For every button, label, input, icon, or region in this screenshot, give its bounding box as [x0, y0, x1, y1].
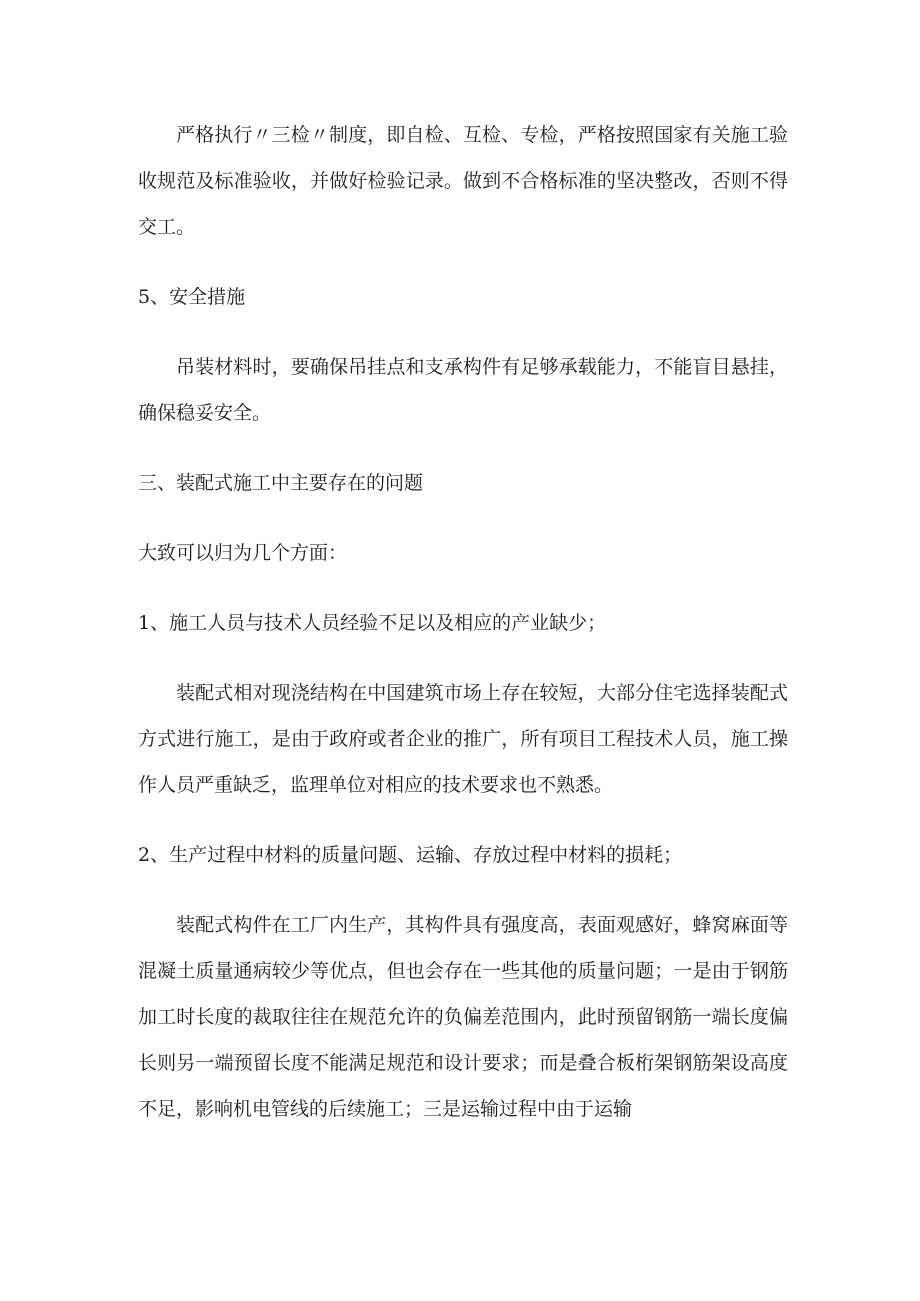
paragraph-material-quality: 装配式构件在工厂内生产，其构件具有强度高，表面观感好，蜂窝麻面等混凝土质量通病较少等优点，但也会存在一些其他的质量问题；一是由于钢筋加工时长度的裁取往往在规范允许的负偏差范围内，此时预留钢筋一端长度偏长则另一端预留长度不能满足规范和设计要求；而是叠合板桁架钢筋架设高度不足，影响机电管线的后续施工；三是运输过程中由于运输 [138, 914, 788, 1120]
heading-categories-intro: 大致可以归为几个方面： [138, 542, 348, 564]
heading-section-three-problems: 三、装配式施工中主要存在的问题 [138, 472, 424, 494]
paragraph-hoisting-safety: 吊装材料时，要确保吊挂点和支承构件有足够承载能力，不能盲目悬挂，确保稳妥安全。 [138, 356, 788, 424]
document-body [138, 112, 788, 1156]
heading-safety-measures: 5、安全措施 [138, 286, 246, 308]
heading-item-two-materials: 2、生产过程中材料的质量问题、运输、存放过程中材料的损耗； [138, 844, 683, 866]
heading-item-one-personnel: 1、施工人员与技术人员经验不足以及相应的产业缺少； [138, 612, 607, 634]
paragraph-personnel-shortage: 装配式相对现浇结构在中国建筑市场上存在较短，大部分住宅选择装配式方式进行施工，是由于政府或者企业的推广，所有项目工程技术人员，施工操作人员严重缺乏，监理单位对相应的技术要求也不熟悉。 [138, 682, 788, 796]
paragraph-inspection-system: 严格执行〃三检〃制度，即自检、互检、专检，严格按照国家有关施工验收规范及标准验收，并做好检验记录。做到不合格标准的坚决整改，否则不得交工。 [138, 124, 788, 238]
